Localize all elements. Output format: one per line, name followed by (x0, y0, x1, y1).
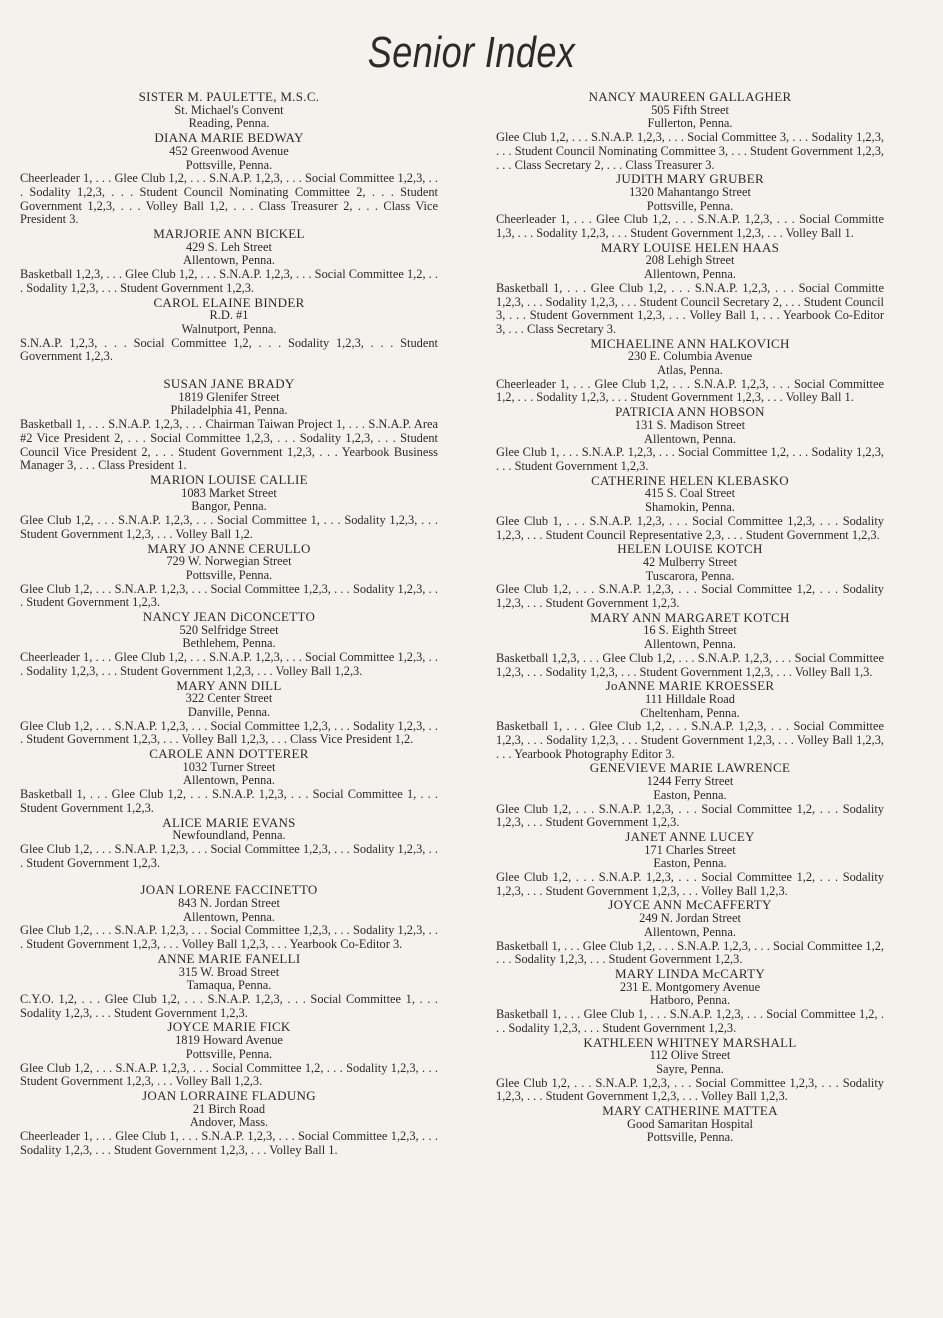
senior-name: MARY LOUISE HELEN HAAS (600, 239, 780, 255)
senior-name: MARION LOUISE CALLIE (150, 471, 308, 487)
senior-address-line: R.D. #1 (209, 308, 249, 323)
senior-activities: C.Y.O. 1,2, . . . Glee Club 1,2, . . . S.N.A.P. 1,2,3, . . . Social Committee 1, . . . Sodality 1,2,3, . . . Student Government 1,2,3. (20, 992, 438, 1020)
senior-address-line: 1244 Ferry Street (646, 774, 734, 789)
senior-name: DIANA MARIE BEDWAY (154, 130, 304, 146)
senior-entry (496, 172, 884, 241)
senior-activities: Glee Club 1,2, . . . S.N.A.P. 1,2,3, . . . Social Committee 1,2, . . . Sodality 1,2,3, . . . Student Government 1,2,3, . . . Volley Ball 1,2,3. (20, 1060, 438, 1089)
senior-entry (496, 1104, 884, 1145)
senior-entry (496, 542, 884, 611)
senior-address-line: 520 Selfridge Street (179, 622, 279, 637)
senior-entry (20, 816, 438, 871)
senior-address-line: 505 Fifth Street (651, 102, 729, 117)
senior-entry (496, 830, 884, 899)
senior-address-line: 231 E. Montgomery Avenue (619, 979, 761, 994)
senior-name: JOAN LORENE FACCINETTO (140, 882, 318, 898)
senior-address-line: Philadelphia 41, Penna. (170, 403, 288, 418)
senior-entry (496, 761, 884, 830)
senior-address-line: Easton, Penna. (653, 856, 727, 871)
senior-address-line: Danville, Penna. (187, 704, 271, 719)
senior-name: MICHAELINE ANN HALKOVICH (590, 335, 790, 351)
senior-entry (496, 679, 884, 761)
senior-activities: Glee Club 1, . . . S.N.A.P. 1,2,3, . . . Social Committee 1,2,3, . . . Sodality 1,2,3, . . . Student Council Representative 2,3, . . . Student Government 1,2,3. (496, 513, 884, 542)
senior-name: CAROL ELAINE BINDER (153, 294, 305, 310)
senior-activities: Basketball 1,2,3, . . . Glee Club 1,2, . . . S.N.A.P. 1,2,3, . . . Social Committee 1,2, . . . Sodality 1,2,3, . . . Student Government 1,2,3. (20, 267, 438, 295)
senior-name: MARY ANN DILL (176, 677, 282, 693)
senior-entry (496, 967, 884, 1036)
senior-name: HELEN LOUISE KOTCH (617, 541, 763, 557)
senior-address-line: Allentown, Penna. (644, 431, 736, 446)
senior-name: MARY ANN MARGARET KOTCH (590, 609, 790, 625)
senior-name: JUDITH MARY GRUBER (616, 171, 764, 187)
senior-address-line: 322 Center Street (185, 691, 273, 706)
senior-address-line: Sayre, Penna. (656, 1061, 724, 1076)
senior-entry (20, 377, 438, 473)
senior-activities: Glee Club 1,2, . . . S.N.A.P. 1,2,3, . . . Social Committee 1,2,3, . . . Sodality 1,2,3, . . . Student Government 1,2,3, . . . Volley Ball 1,2,3, . . . Yearbook Co-Editor 3. (20, 923, 438, 952)
senior-address-line: 843 N. Jordan Street (178, 896, 280, 911)
senior-address-line: Easton, Penna. (653, 787, 727, 802)
senior-address-line: 112 Olive Street (649, 1048, 731, 1063)
left-column (20, 90, 438, 1157)
senior-address-line: 111 Hilldale Road (645, 691, 735, 706)
senior-activities: Cheerleader 1, . . . Glee Club 1,2, . . . S.N.A.P. 1,2,3, . . . Social Committee 1,2,3, . . . Sodality 1,2,3, . . . Student Council Nominating Committee 2, . . . Student Government 1,2,3, . . . Volley Ball 1,2, . . . Class Treasurer 2, . . . Class Vice President 3. (20, 171, 438, 227)
senior-activities: Basketball 1, . . . S.N.A.P. 1,2,3, . . . Chairman Taiwan Project 1, . . . S.N.A.P. Area #2 Vice President 2, . . . Social Committee 1,2,3, . . . Sodality 1,2,3, . . . Student Council Vice President 2, . . . Student Government 1,2,3, . . . Yearbook Business Manager 3, . . . Class President 1. (20, 417, 438, 473)
senior-address-line: 1032 Turner Street (182, 759, 276, 774)
senior-address-line: Allentown, Penna. (644, 637, 736, 652)
senior-address-line: Allentown, Penna. (183, 773, 275, 788)
senior-name: JoANNE MARIE KROESSER (605, 678, 775, 694)
senior-name: CAROLE ANN DOTTERER (149, 746, 309, 762)
senior-address-line: Fullerton, Penna. (647, 116, 733, 131)
senior-address-line: 1819 Glenifer Street (178, 389, 280, 404)
senior-entry (20, 1089, 438, 1158)
senior-name: CATHERINE HELEN KLEBASKO (591, 472, 789, 488)
senior-activities: Glee Club 1,2, . . . S.N.A.P. 1,2,3, . . . Social Committee 1,2,3, . . . Sodality 1,2,3, . . . Student Government 1,2,3, . . . Volley Ball 1,2,3, . . . Class Vice President 1,2. (20, 718, 438, 747)
senior-address-line: Pottsville, Penna. (185, 1046, 273, 1061)
senior-activities: S.N.A.P. 1,2,3, . . . Social Committee 1,2, . . . Sodality 1,2,3, . . . Student Government 1,2,3. (20, 335, 438, 364)
senior-address-line: 415 S. Coal Street (644, 486, 736, 501)
senior-activities: Glee Club 1,2, . . . S.N.A.P. 1,2,3, . . . Social Committee 3, . . . Sodality 1,2,3, . . . Student Council Nominating Committee 3, . . . Student Government 1,2,3, . . . Class Secretary 2, . . . Class Treasurer 3. (496, 130, 884, 172)
senior-address-line: 208 Lehigh Street (645, 253, 735, 268)
senior-name: JOYCE MARIE FICK (167, 1019, 291, 1035)
senior-entry (496, 337, 884, 406)
senior-entry (496, 611, 884, 680)
senior-name: MARY LINDA McCARTY (614, 966, 766, 981)
page-title: Senior Index (367, 28, 576, 77)
senior-name: KATHLEEN WHITNEY MARSHALL (583, 1034, 797, 1050)
senior-address-line: 131 S. Madison Street (634, 417, 746, 432)
senior-entry (20, 1020, 438, 1089)
senior-name: ALICE MARIE EVANS (162, 814, 296, 830)
senior-entry (496, 405, 884, 474)
senior-name: ANNE MARIE FANELLI (157, 950, 301, 966)
right-column (496, 90, 884, 1145)
senior-address-line: Walnutport, Penna. (181, 321, 277, 336)
senior-address-line: Pottsville, Penna. (646, 1130, 734, 1145)
senior-entry (20, 227, 438, 296)
senior-address-line: Cheltenham, Penna. (640, 705, 740, 720)
senior-address-line: 1320 Mahantango Street (629, 184, 751, 199)
senior-activities: Glee Club 1,2, . . . S.N.A.P. 1,2,3, . . . Social Committee 1,2, . . . Sodality 1,2,3, . . . Student Government 1,2,3, . . . Volley Ball 1,2,3. (496, 870, 884, 898)
senior-address-line: 16 S. Eighth Street (643, 623, 737, 638)
senior-name: JOYCE ANN McCAFFERTY (608, 897, 772, 913)
senior-activities: Glee Club 1, . . . S.N.A.P. 1,2,3, . . . Social Committee 1,2, . . . Sodality 1,2,3, . . . Student Government 1,2,3. (496, 445, 884, 473)
senior-activities: Basketball 1, . . . Glee Club 1, . . . S.N.A.P. 1,2,3, . . . Social Committee 1,2, . . . Sodality 1,2,3, . . . Student Government 1,2,3. (496, 1007, 884, 1035)
senior-entry (496, 474, 884, 543)
senior-activities: Cheerleader 1, . . . Glee Club 1,2, . . . S.N.A.P. 1,2,3, . . . Social Committe 1,3, . . . Sodality 1,2,3, . . . Student Government 1,2,3, . . . Volley Ball 1. (496, 212, 884, 241)
senior-address-line: Shamokin, Penna. (645, 500, 735, 515)
senior-entry (20, 90, 438, 131)
senior-entry (20, 131, 438, 227)
senior-address-line: 429 S. Leh Street (185, 239, 273, 254)
senior-name: MARY CATHERINE MATTEA (602, 1103, 778, 1119)
senior-address-line: Pottsville, Penna. (185, 567, 273, 582)
senior-address-line: Good Samaritan Hospital (627, 1116, 753, 1131)
senior-address-line: 21 Birch Road (192, 1101, 266, 1116)
senior-activities: Glee Club 1,2, . . . S.N.A.P. 1,2,3, . . . Social Committee 1,2,3, . . . Sodality 1,2,3, . . . Student Government 1,2,3. (20, 581, 438, 610)
senior-address-line: Bethlehem, Penna. (182, 636, 276, 651)
senior-address-line: 315 W. Broad Street (178, 964, 280, 979)
senior-activities: Basketball 1,2,3, . . . Glee Club 1,2, . . . S.N.A.P. 1,2,3, . . . Social Committee 1,2,3, . . . Sodality 1,2,3, . . . Student Government 1,2,3, . . . Volley Ball 1,3. (496, 650, 884, 679)
senior-address-line: Hatboro, Penna. (649, 993, 731, 1008)
senior-activities: Glee Club 1,2, . . . S.N.A.P. 1,2,3, . . . Social Committee 1,2, . . . Sodality 1,2,3, . . . Student Government 1,2,3. (496, 582, 884, 611)
senior-activities: Glee Club 1,2, . . . S.N.A.P. 1,2,3, . . . Social Committee 1,2, . . . Sodality 1,2,3, . . . Student Government 1,2,3. (496, 801, 884, 830)
senior-entry (496, 241, 884, 337)
senior-address-line: Pottsville, Penna. (646, 198, 734, 213)
senior-address-line: 452 Greenwood Avenue (169, 143, 289, 158)
senior-name: SUSAN JANE BRADY (163, 376, 295, 392)
senior-address-line: Tamaqua, Penna. (186, 978, 272, 993)
senior-entry (20, 679, 438, 748)
senior-name: SISTER M. PAULETTE, M.S.C. (138, 89, 320, 104)
senior-address-line: 1083 Market Street (181, 485, 277, 500)
senior-name: JANET ANNE LUCEY (625, 828, 755, 844)
senior-address-line: Allentown, Penna. (644, 267, 736, 282)
senior-address-line: 230 E. Columbia Avenue (627, 349, 753, 364)
senior-activities: Glee Club 1,2, . . . S.N.A.P. 1,2,3, . . . Social Committee 1,2,3, . . . Sodality 1,2,3, . . . Student Government 1,2,3, . . . Volley Ball 1,2,3. (496, 1075, 884, 1104)
senior-activities: Glee Club 1,2, . . . S.N.A.P. 1,2,3, . . . Social Committee 1, . . . Sodality 1,2,3, . . . Student Government 1,2,3, . . . Volley Ball 1,2. (20, 513, 438, 541)
senior-address-line: Tuscarora, Penna. (645, 568, 735, 583)
senior-address-line: St. Michael's Convent (174, 102, 284, 117)
senior-activities: Basketball 1, . . . Glee Club 1,2, . . . S.N.A.P. 1,2,3, . . . Social Committe 1,2,3, . . . Sodality 1,2,3, . . . Student Council Secretary 2, . . . Student Council 3, . . . Student Government 1,2,3, . . . Volley Ball 1, . . . Yearbook Co-Editor 3, . . . Class Secretary 3. (496, 280, 884, 336)
senior-name: JOAN LORRAINE FLADUNG (142, 1087, 316, 1103)
senior-entry (20, 610, 438, 679)
senior-name: NANCY JEAN DiCONCETTO (142, 609, 316, 625)
senior-address-line: Allentown, Penna. (644, 924, 736, 939)
senior-address-line: 1819 Howard Avenue (175, 1033, 283, 1048)
senior-address-line: Bangor, Penna. (191, 499, 267, 514)
senior-address-line: 249 N. Jordan Street (639, 911, 741, 926)
senior-address-line: 42 Mulberry Street (642, 554, 738, 569)
senior-entry (20, 952, 438, 1021)
senior-name: NANCY MAUREEN GALLAGHER (588, 89, 792, 104)
senior-entry (496, 1036, 884, 1105)
senior-address-line: Newfoundland, Penna. (172, 828, 286, 843)
senior-address-line: Allentown, Penna. (183, 253, 275, 268)
senior-activities: Basketball 1, . . . Glee Club 1,2, . . . S.N.A.P. 1,2,3, . . . Social Committee 1, . . . Student Government 1,2,3. (20, 787, 438, 815)
senior-entry (20, 296, 438, 365)
senior-name: PATRICIA ANN HOBSON (615, 404, 765, 420)
senior-address-line: Pottsville, Penna. (185, 157, 273, 172)
senior-activities: Cheerleader 1, . . . Glee Club 1, . . . S.N.A.P. 1,2,3, . . . Social Committee 1,2,3, . . . Sodality 1,2,3, . . . Student Government 1,2,3, . . . Volley Ball 1. (20, 1129, 438, 1157)
senior-address-line: Allentown, Penna. (183, 909, 275, 924)
senior-activities: Cheerleader 1, . . . Glee Club 1,2, . . . S.N.A.P. 1,2,3, . . . Social Committee 1,2,3, . . . Sodality 1,2,3, . . . Student Government 1,2,3, . . . Volley Ball 1,2,3. (20, 650, 438, 678)
senior-address-line: 729 W. Norwegian Street (166, 554, 292, 569)
senior-entry (20, 542, 438, 611)
senior-name: MARY JO ANNE CERULLO (147, 540, 311, 556)
senior-address-line: Atlas, Penna. (657, 363, 723, 378)
senior-name: GENEVIEVE MARIE LAWRENCE (589, 760, 791, 776)
senior-entry (20, 747, 438, 816)
senior-name: MARJORIE ANN BICKEL (153, 226, 305, 242)
senior-entry (496, 90, 884, 172)
senior-activities: Basketball 1, . . . Glee Club 1,2, . . . S.N.A.P. 1,2,3, . . . Social Committee 1,2,3, . . . Sodality 1,2,3, . . . Student Government 1,2,3, . . . Volley Ball 1,2,3, . . . Yearbook Photography Editor 3. (496, 719, 884, 761)
senior-activities: Glee Club 1,2, . . . S.N.A.P. 1,2,3, . . . Social Committee 1,2,3, . . . Sodality 1,2,3, . . . Student Government 1,2,3. (20, 841, 438, 870)
senior-activities: Cheerleader 1, . . . Glee Club 1,2, . . . S.N.A.P. 1,2,3, . . . Social Committee 1,2, . . . Sodality 1,2,3, . . . Student Government 1,2,3, . . . Volley Ball 1. (496, 376, 884, 405)
senior-entry (20, 473, 438, 542)
senior-activities: Basketball 1, . . . Glee Club 1,2, . . . S.N.A.P. 1,2,3, . . . Social Committee 1,2, . . . Sodality 1,2,3, . . . Student Government 1,2,3. (496, 938, 884, 967)
senior-address-line: Andover, Mass. (189, 1115, 269, 1130)
senior-entry (496, 898, 884, 967)
senior-address-line: Reading, Penna. (188, 116, 270, 131)
senior-address-line: 171 Charles Street (644, 842, 736, 857)
senior-entry (20, 883, 438, 952)
